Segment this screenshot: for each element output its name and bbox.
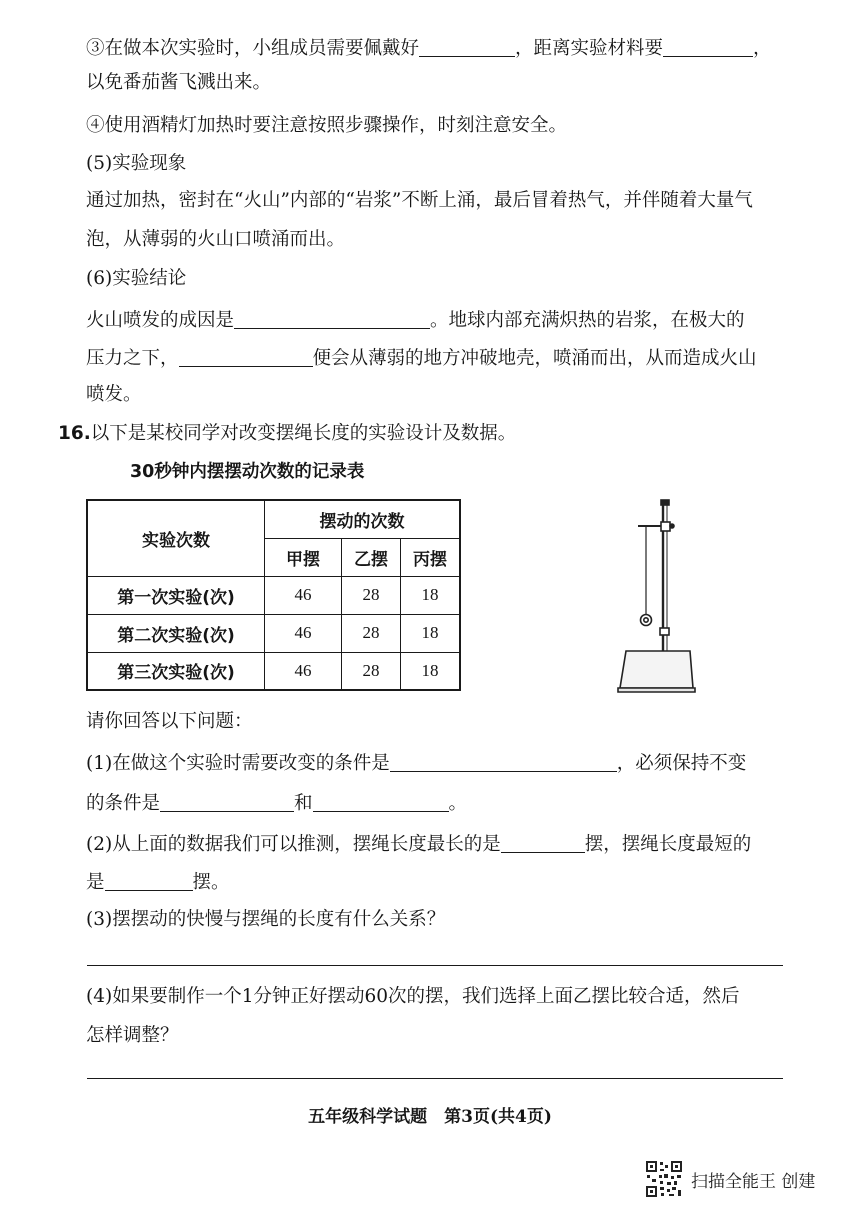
conclusion-line1: [86, 310, 745, 331]
column-header: 甲摆: [265, 538, 342, 576]
goggles-blank[interactable]: [419, 38, 515, 57]
question-number: 16.: [58, 423, 91, 444]
swing-count-table: [86, 499, 461, 691]
s1-text-a: (1)在做这个实验时需要改变的条件是: [86, 753, 390, 774]
item3-line2: 以免番茄酱飞溅出来。: [86, 72, 272, 93]
conclusion-text-a: 火山喷发的成因是: [86, 310, 235, 331]
sub-question-4-line2: 怎样调整？: [86, 1025, 179, 1046]
question-16: [58, 425, 516, 444]
qr-code-icon: [645, 1160, 683, 1198]
row-label: 第二次实验(次): [87, 614, 265, 652]
conclusion-title: (6)实验结论: [86, 268, 187, 289]
volcano-cause-blank[interactable]: [234, 310, 430, 329]
s2-text-a: (2)从上面的数据我们可以推测，摆绳长度最长的是: [86, 834, 501, 855]
table-title: 30秒钟内摆摆动次数的记录表: [130, 462, 365, 482]
s1-text-c: 的条件是: [86, 793, 161, 814]
scanner-watermark: [645, 1160, 815, 1198]
sub-question-3: (3)摆摆动的快慢与摆绳的长度有什么关系？: [86, 909, 446, 930]
item3-text-b: ，距离实验材料要: [515, 38, 664, 59]
table-cell: 46: [265, 614, 342, 652]
page-footer: 五年级科学试题 第3页(共4页): [308, 1107, 552, 1127]
conclusion-line3: 喷发。: [86, 384, 142, 405]
sub-question-4-line1: (4)如果要制作一个1分钟正好摆动60次的摆，我们选择上面乙摆比较合适，然后: [86, 986, 740, 1007]
table-row: [87, 652, 460, 690]
s2-text-b: 摆，摆绳长度最短的: [584, 834, 752, 855]
table-cell: 18: [401, 652, 461, 690]
item3-text-c: ，: [753, 38, 772, 59]
answer-line-4[interactable]: [87, 1078, 783, 1079]
sub-question-2-line1: [86, 834, 751, 855]
table-row: [87, 614, 460, 652]
question-intro: 以下是某校同学对改变摆绳长度的实验设计及数据。: [90, 423, 517, 444]
header-row-label: 实验次数: [87, 500, 265, 576]
constant-condition-blank-2[interactable]: [313, 793, 449, 812]
column-header: 乙摆: [342, 538, 401, 576]
table-row: [87, 576, 460, 614]
table-cell: 18: [401, 614, 461, 652]
longest-pendulum-blank[interactable]: [501, 834, 585, 853]
magma-blank[interactable]: [179, 348, 313, 367]
watermark-text: 扫描全能王 创建: [691, 1171, 816, 1192]
s2-text-c: 是: [86, 872, 105, 893]
pendulum-stand-illustration: [600, 496, 710, 701]
conclusion-text-c: 压力之下，: [86, 348, 179, 369]
s1-text-e: 。: [448, 793, 468, 814]
table-cell: 18: [401, 576, 461, 614]
sub-question-1-line2: [86, 793, 467, 814]
column-header: 丙摆: [401, 538, 461, 576]
conclusion-text-d: 便会从薄弱的地方冲破地壳，喷涌而出，从而造成火山: [312, 348, 757, 369]
distance-blank[interactable]: [663, 38, 753, 57]
s1-text-d: 和: [294, 793, 313, 814]
conclusion-text-b: 。地球内部充满炽热的岩浆，在极大的: [430, 310, 745, 331]
sub-question-1-line1: [86, 753, 746, 774]
item4-line: ④使用酒精灯加热时要注意按照步骤操作，时刻注意安全。: [86, 115, 568, 136]
table-cell: 28: [342, 614, 401, 652]
changed-condition-blank[interactable]: [390, 753, 617, 772]
table-cell: 28: [342, 576, 401, 614]
phenomenon-title: (5)实验现象: [86, 153, 187, 174]
answer-line-3[interactable]: [87, 965, 783, 966]
row-label: 第一次实验(次): [87, 576, 265, 614]
answer-prompt: 请你回答以下问题：: [86, 711, 253, 732]
item3-text-a: ③在做本次实验时，小组成员需要佩戴好: [86, 38, 420, 59]
phenomenon-line2: 泡，从薄弱的火山口喷涌而出。: [86, 229, 346, 250]
table-cell: 46: [265, 652, 342, 690]
s1-text-b: ，必须保持不变: [616, 753, 747, 774]
item3-line1: [86, 38, 772, 59]
header-group: 摆动的次数: [265, 500, 461, 538]
conclusion-line2: [86, 348, 757, 369]
shortest-pendulum-blank[interactable]: [105, 872, 193, 891]
table-cell: 28: [342, 652, 401, 690]
phenomenon-line1: 通过加热，密封在“火山”内部的“岩浆”不断上涌，最后冒着热气，并伴随着大量气: [86, 190, 753, 211]
sub-question-2-line2: [86, 872, 230, 893]
constant-condition-blank-1[interactable]: [160, 793, 294, 812]
s2-text-d: 摆。: [192, 872, 230, 893]
row-label: 第三次实验(次): [87, 652, 265, 690]
table-cell: 46: [265, 576, 342, 614]
